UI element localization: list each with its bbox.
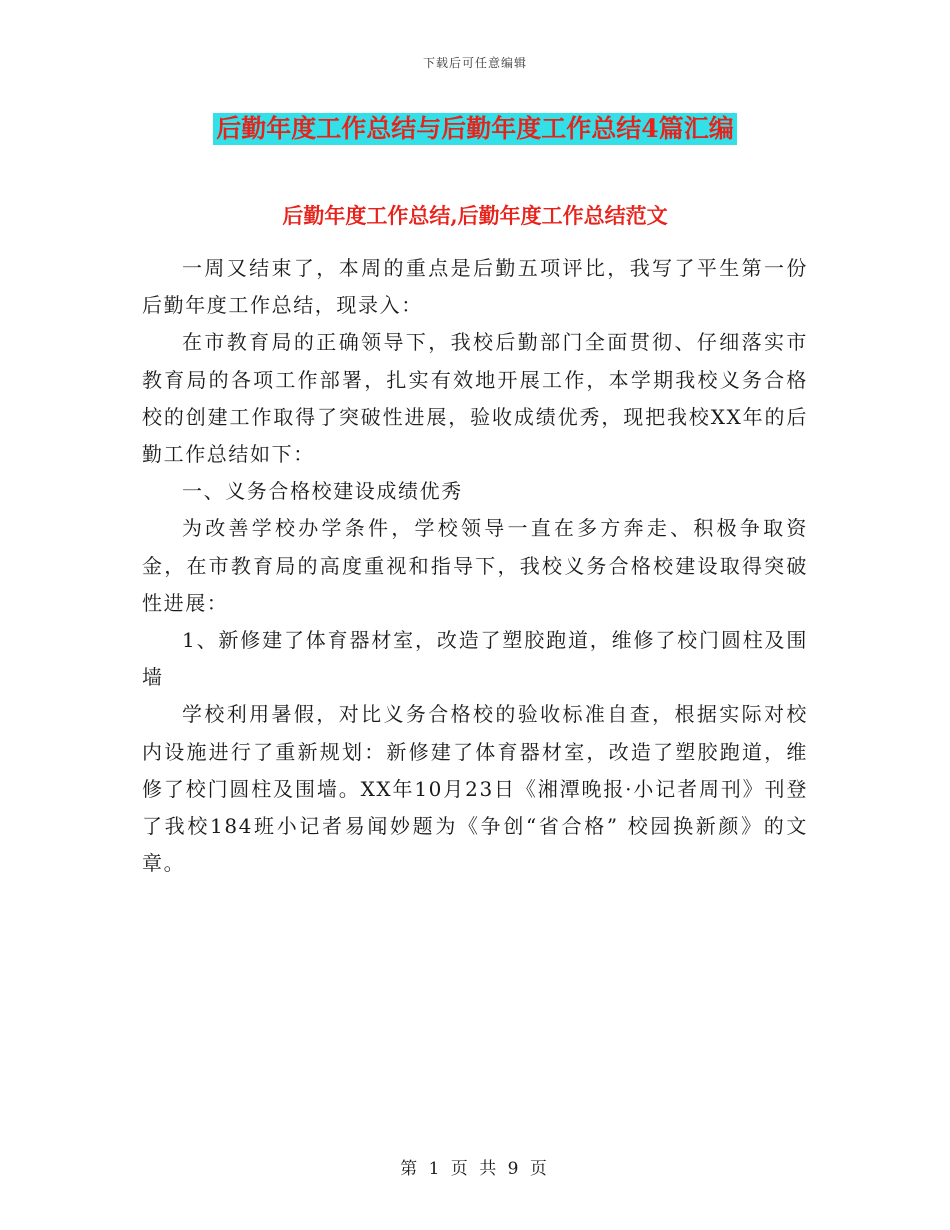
document-body [142, 250, 808, 882]
main-title-wrap [0, 113, 950, 145]
sub-title: 后勤年度工作总结,后勤年度工作总结范文 [282, 203, 668, 228]
main-title: 后勤年度工作总结与后勤年度工作总结4篇汇编 [213, 113, 736, 145]
subsection-heading-1: 1、新修建了体育器材室，改造了塑胶跑道，维修了校门圆柱及围墙 [142, 628, 808, 690]
paragraph-intro: 一周又结束了，本周的重点是后勤五项评比，我写了平生第一份后勤年度工作总结，现录入： [142, 256, 808, 318]
paragraph-section-1: 为改善学校办学条件，学校领导一直在多方奔走、积极争取资金，在市教育局的高度重视和指导下，我校义务合格校建设取得突破性进展： [142, 516, 808, 615]
section-heading-1: 一、义务合格校建设成绩优秀 [182, 479, 463, 504]
page-footer: 第 1 页 共 9 页 [400, 1159, 550, 1179]
header-note: 下载后可任意编辑 [422, 56, 527, 70]
paragraph-subsection-1: 学校利用暑假，对比义务合格校的验收标准自查，根据实际对校内设施进行了重新规划：新修建了体育器材室，改造了塑胶跑道，维修了校门圆柱及围墙。XX年10月23日《湘潭晚报·小记者周刊》刊登了我校184班小记者易闻妙题为《争创“省合格” 校园换新颜》的文章。 [142, 702, 808, 876]
paragraph-summary: 在市教育局的正确领导下，我校后勤部门全面贯彻、仔细落实市教育局的各项工作部署，扎实有效地开展工作，本学期我校义务合格校的创建工作取得了突破性进展，验收成绩优秀，现把我校XX年的后勤工作总结如下： [142, 330, 808, 467]
